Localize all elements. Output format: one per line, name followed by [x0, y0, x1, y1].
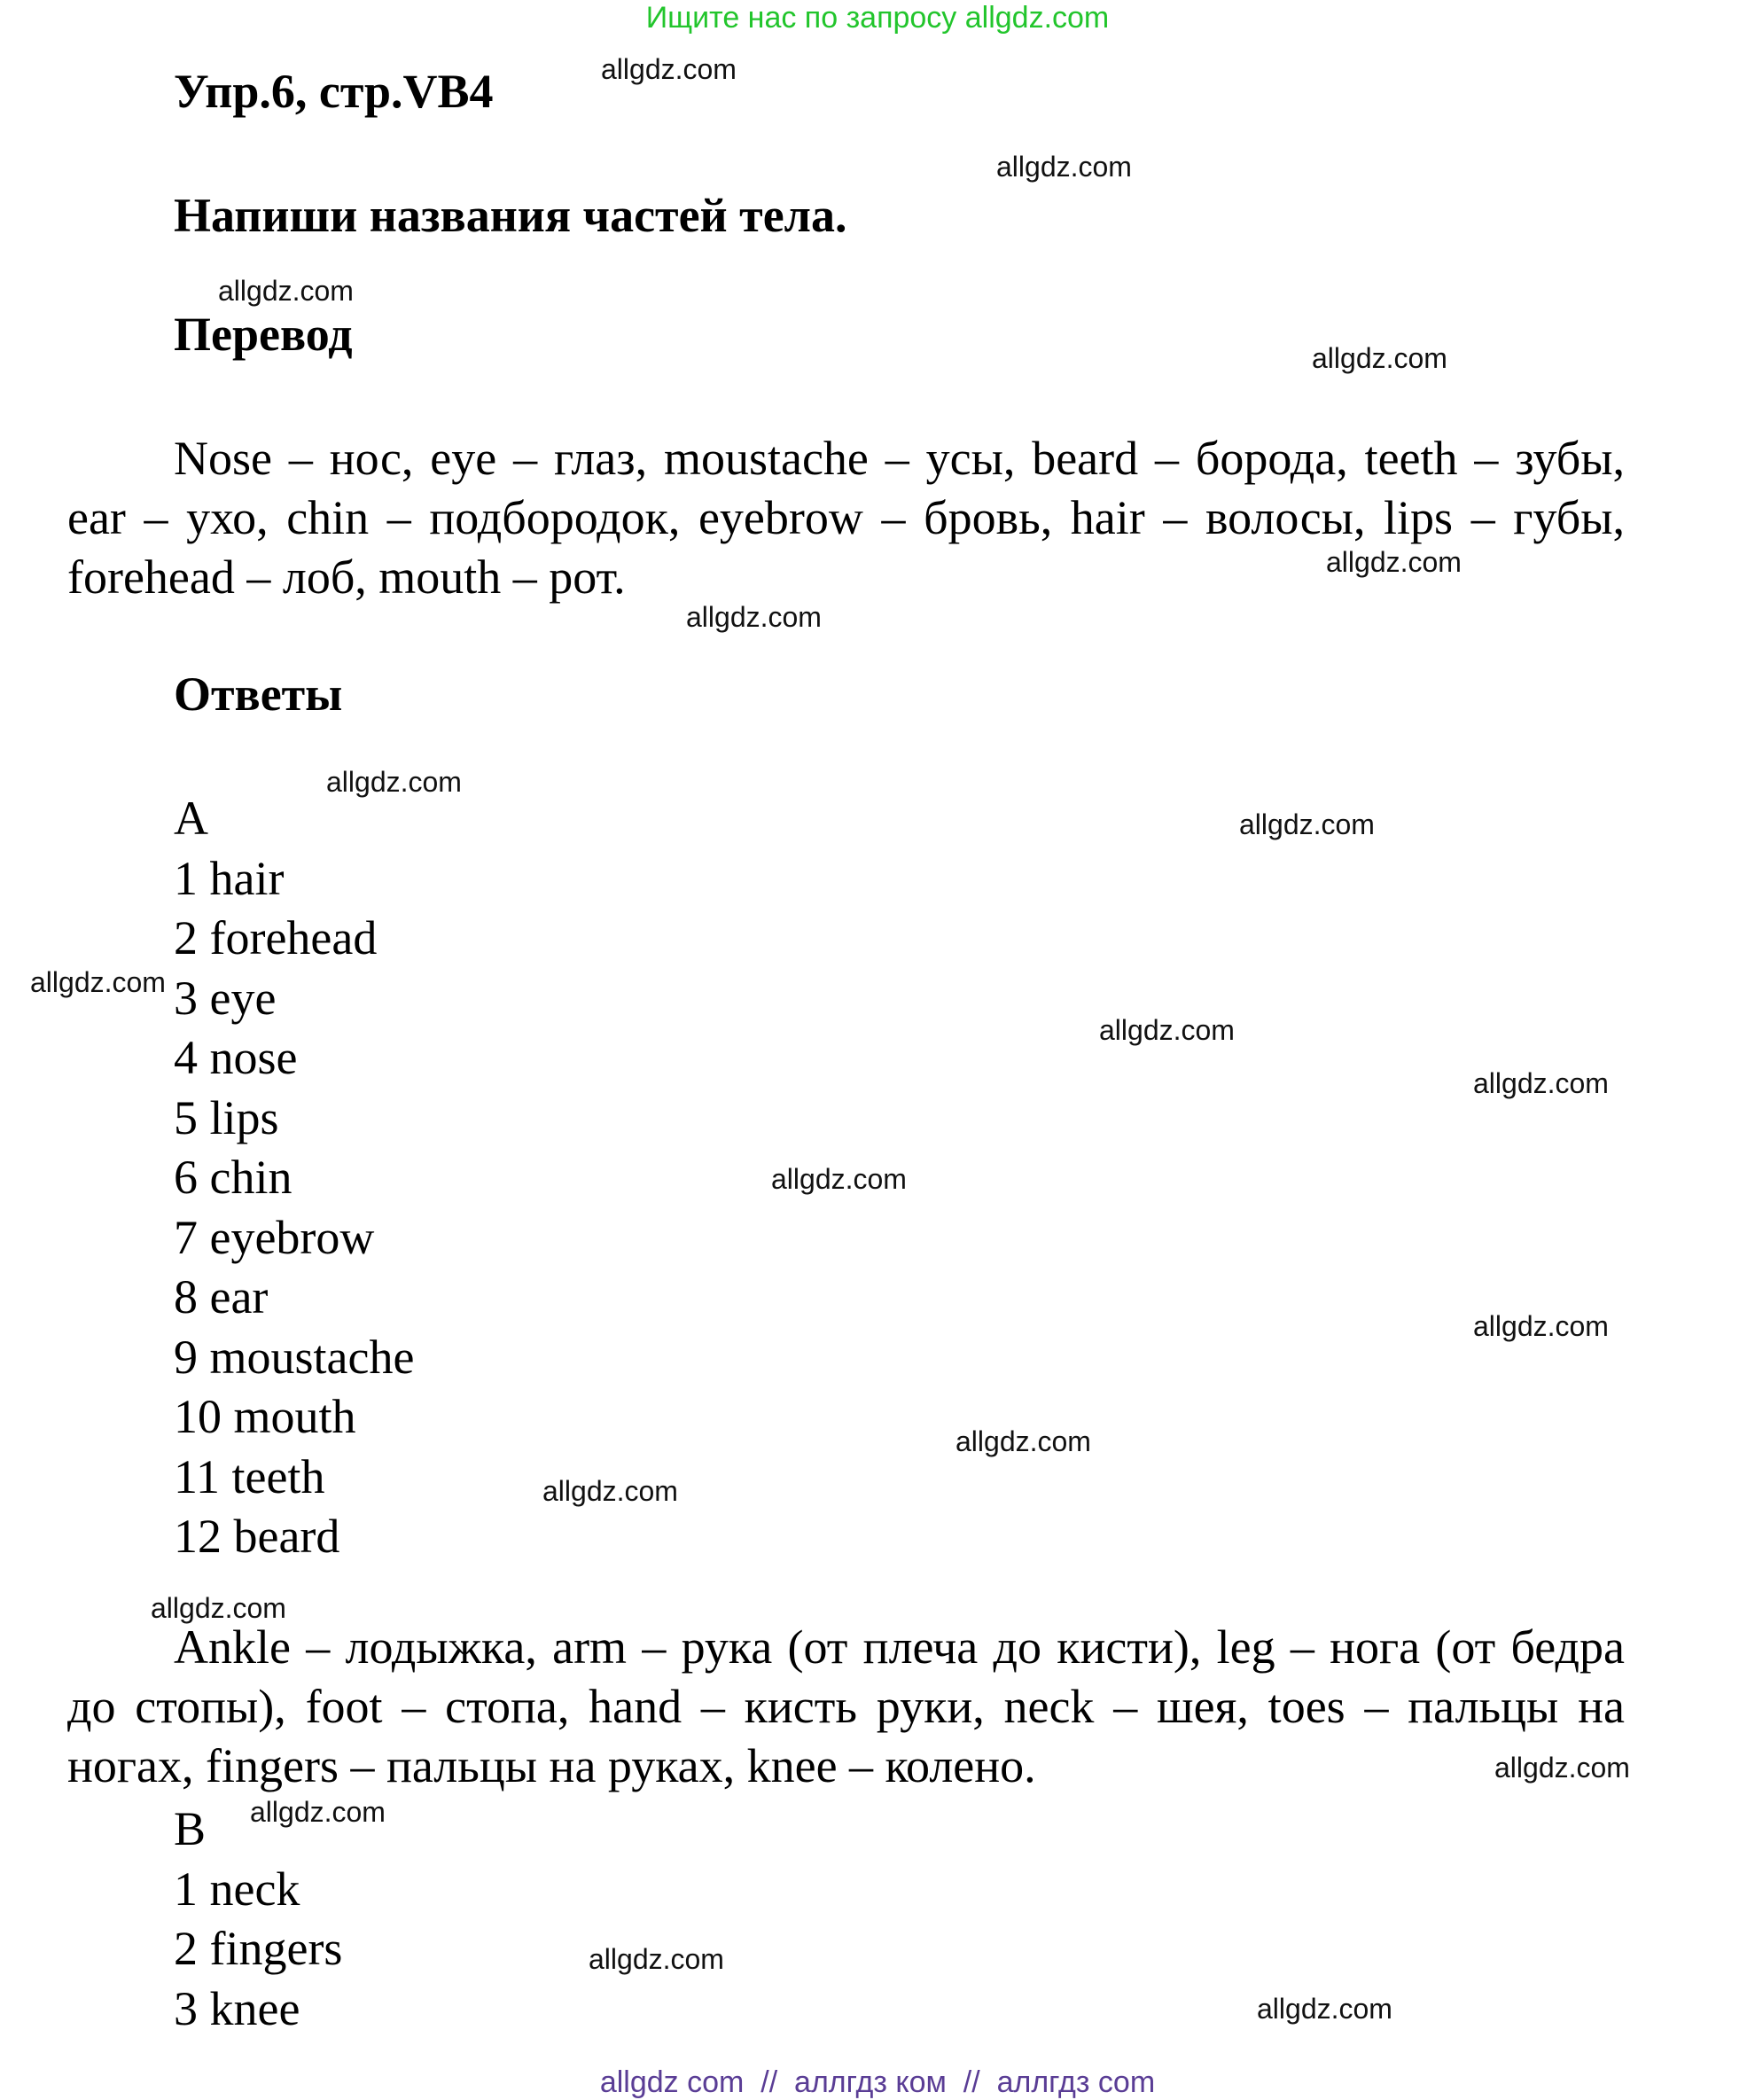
list-item: 3 eye — [174, 971, 277, 1025]
watermark: allgdz.com — [1312, 342, 1447, 374]
watermark: allgdz.com — [250, 1796, 386, 1828]
watermark: allgdz.com — [326, 766, 462, 798]
watermark: allgdz.com — [1494, 1752, 1630, 1784]
list-item: 8 ear — [174, 1270, 269, 1323]
search-banner: Ищите нас по запросу allgdz.com — [645, 1, 1110, 35]
answers-heading: Ответы — [174, 667, 343, 721]
watermark: allgdz.com — [1239, 808, 1375, 840]
watermark: allgdz.com — [30, 966, 166, 998]
watermark: allgdz.com — [151, 1592, 286, 1624]
watermark: allgdz.com — [1257, 1993, 1392, 2025]
list-item: 7 eyebrow — [174, 1210, 375, 1264]
footer-links: allgdz com // аллгдз ком // аллгдз com — [599, 2065, 1156, 2099]
list-item: 12 beard — [174, 1510, 340, 1563]
watermark: allgdz.com — [601, 53, 737, 85]
watermark: allgdz.com — [996, 151, 1132, 183]
watermark: allgdz.com — [1326, 546, 1462, 578]
translation-paragraph-b: Ankle – лодыжка, arm – рука (от плеча до кисти), leg – нога (от бедра до стопы), foot – стопа, hand – кисть руки, neck – шея, toes – пальцы на ногах, fingers – пальцы на руках, knee – колено. — [67, 1620, 1625, 1792]
watermark: allgdz.com — [1099, 1014, 1235, 1046]
section-a-list — [174, 849, 414, 1567]
list-item: 1 hair — [174, 851, 285, 905]
watermark: allgdz.com — [1473, 1067, 1609, 1099]
watermark: allgdz.com — [771, 1163, 907, 1195]
watermark: allgdz.com — [589, 1943, 724, 1975]
section-b-label: B — [174, 1802, 207, 1855]
watermark: allgdz.com — [542, 1475, 678, 1507]
list-item: 11 teeth — [174, 1449, 325, 1503]
list-item: 4 nose — [174, 1031, 298, 1084]
section-b — [174, 1799, 342, 2039]
watermark: allgdz.com — [218, 275, 354, 307]
list-item: 2 forehead — [174, 911, 378, 964]
section-a — [174, 789, 414, 1567]
list-item: 2 fingers — [174, 1922, 343, 1975]
watermark: allgdz.com — [686, 601, 822, 633]
translation-heading: Перевод — [174, 308, 353, 361]
translation-paragraph: Nose – нос, eye – глаз, moustache – усы, beard – борода, teeth – зубы, ear – ухо, chin – подбородок, eyebrow – бровь, hair – волосы, lips – губы, forehead – лоб, mouth – рот. — [67, 432, 1625, 604]
watermark: allgdz.com — [1473, 1310, 1609, 1342]
section-b-list — [174, 1860, 342, 2040]
list-item: 9 moustache — [174, 1330, 415, 1384]
list-item: 6 chin — [174, 1151, 292, 1204]
list-item: 5 lips — [174, 1090, 279, 1144]
exercise-title: Упр.6, стр.VB4 — [174, 65, 494, 118]
list-item: 10 mouth — [174, 1390, 356, 1443]
watermark: allgdz.com — [956, 1425, 1091, 1457]
section-a-label: A — [174, 792, 208, 845]
task-instruction: Напиши названия частей тела. — [174, 189, 847, 242]
list-item: 3 knee — [174, 1981, 300, 2035]
list-item: 1 neck — [174, 1862, 300, 1916]
